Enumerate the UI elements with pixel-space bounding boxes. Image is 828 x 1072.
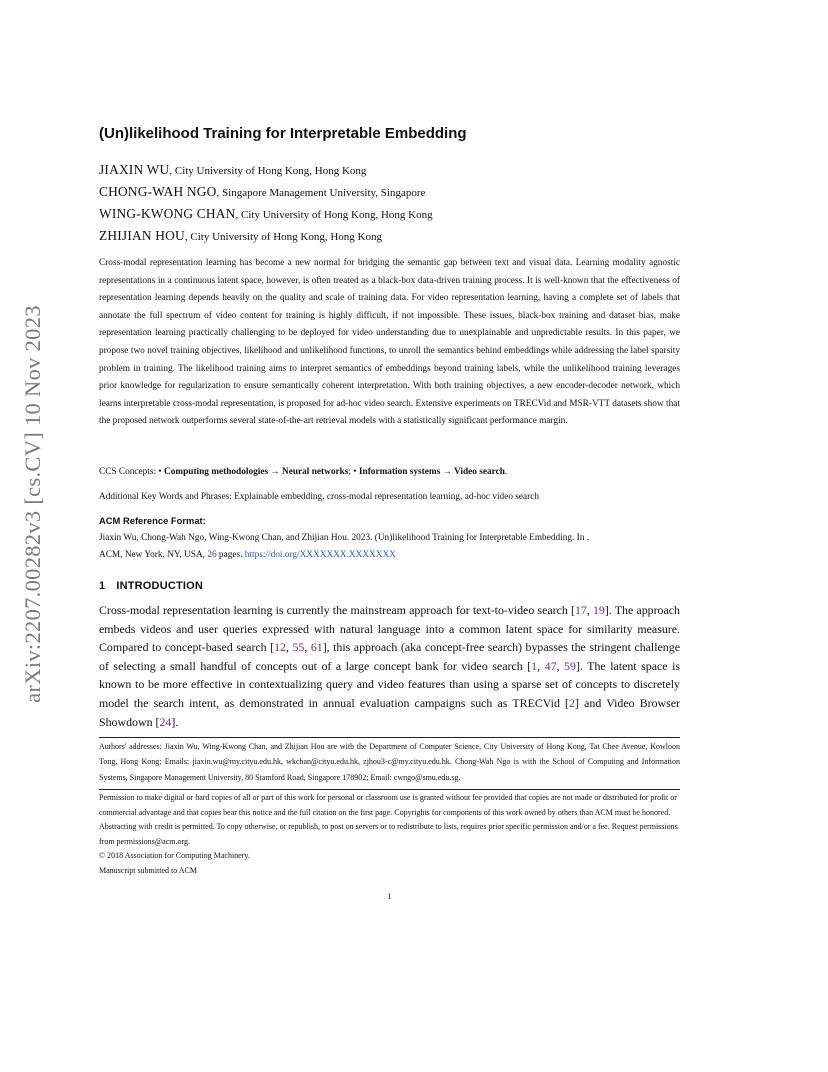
author-list [99,160,680,248]
copyright-line: © 2018 Association for Computing Machinery. [99,851,250,860]
citation-link[interactable]: 61 [310,640,323,655]
citation-link[interactable]: 24 [159,714,172,729]
intro-text: , [556,658,565,673]
page-count-link[interactable]: 26 [207,550,217,560]
author-name: CHONG-WAH NGO [99,184,217,199]
section-title: INTRODUCTION [116,580,204,592]
arxiv-stamp-text: arXiv:2207.00282v3 [cs.CV] 10 Nov 2023 [20,305,45,703]
paper-title: (Un)likelihood Training for Interpretable Embedding [99,125,467,142]
author-affiliation: , Singapore Management University, Singapore [216,187,426,199]
citation-link[interactable]: 17 [574,603,587,617]
intro-text: ]. The latent space is known to be more effective in contextualizing query and video features than using a sparse set of concepts to discretely model the search intent, as demonstrated in annual evaluation campaigns such as TRECVid [ [99,658,681,710]
ccs-separator: ; [348,467,354,477]
section-heading [99,580,203,592]
intro-text: , [285,640,293,655]
author-entry [99,160,680,182]
reference-publisher: ACM, New York, NY, USA, [99,550,208,560]
permission-rule [99,789,680,790]
citation-link[interactable]: 19 [592,603,605,617]
author-affiliation: , City University of Hong Kong, Hong Kong [169,165,367,177]
intro-paragraph [99,601,680,731]
citation-link[interactable]: 59 [564,658,576,673]
author-affiliation: , City University of Hong Kong, Hong Kong [235,209,433,221]
intro-text: ], this approach (aka concept-free search) bypasses the stringent challenge of selecting a small handful of concepts out of a large concept bank for video search [ [99,640,680,673]
citation-link[interactable]: 2 [569,695,575,710]
intro-text: , [537,658,545,673]
footnote-rule [99,737,680,738]
doi-link[interactable]: https://doi.org/XXXXXXX.XXXXXXX [244,550,396,560]
citation-link[interactable]: 1 [531,658,538,673]
intro-text: ] and Video Browser Showdown [ [99,695,680,729]
author-entry [99,182,680,204]
ccs-term: Computing methodologies → Neural networks [164,467,349,477]
abstract: Cross-modal representation learning has become a new normal for bridging the semantic gap between text and visual data. Learning modality agnostic representations in a continuous latent space, however, is often treated as a black-box data-driven training process. It is well-known that the effectiveness of representation learning depends heavily on the quality and scale of training data. For video representation learning, having a complete set of labels that annotate the full spectrum of video content for training is highly difficult, if not impossible. These issues, black-box training and dataset bias, make representation learning practically challenging to be deployed for video understanding due to unexplainable and unpredictable results. In this paper, we propose two novel training objectives, likelihood and unlikelihood functions, to unroll the semantics behind embeddings while addressing the label sparsity problem in training. The likelihood training aims to interpret semantics of embeddings beyond training labels, while the unlikelihood training leverages prior knowledge for regularization to ensure semantically coherent interpretation. With both training objectives, a new encoder-decoder network, which learns interpretable cross-modal representation, is proposed for ad-hoc video search. Extensive experiments on TRECVid and MSR-VTT datasets show that the proposed network outperforms several state-of-the-art retrieval models with a statistically significant performance margin. [99,258,680,427]
permission-notice [99,791,680,878]
author-entry [99,226,680,248]
acm-reference-line: Jiaxin Wu, Chong-Wah Ngo, Wing-Kwong Chan, and Zhijian Hou. 2023. (Un)likelihood Training for Interpretable Embedding. In . [99,532,590,543]
citation-link[interactable]: 47 [544,658,557,673]
arxiv-stamp [19,274,47,734]
intro-text: , [304,640,311,655]
ccs-bullet: • [158,467,164,477]
keywords: Additional Key Words and Phrases: Explainable embedding, cross-modal representation learning, ad-hoc video search [99,492,540,502]
author-addresses-footnote: Authors' addresses: Jiaxin Wu, Wing-Kwong Chan, and Zhijian Hou are with the Department of Computer Science, City University of Hong Kong, Tat Chee Avenue, Kowloon Tong, Hong Kong; Emails: jiaxin.wu@my.cityu.edu.hk, wkchan@cityu.edu.hk, zjhou3-c@my.cityu.edu.hk. Chong-Wah Ngo is with the School of Computing and Information Systems, Singapore Management University, 80 Stamford Road, Singapore 178902; Email: cwngo@smu.edu.sg. [99,742,680,782]
citation-link[interactable]: 55 [292,640,305,655]
section-number: 1 [99,580,106,592]
ccs-label: CCS Concepts: [99,467,159,477]
citation-link[interactable]: 12 [274,640,286,655]
ccs-concepts [99,464,680,481]
acm-reference-line [99,547,680,565]
author-entry [99,204,680,226]
ccs-end: . [504,467,508,477]
author-name: JIAXIN WU [99,162,170,177]
ccs-term: Information systems → Video search [358,467,505,477]
page-number: 1 [387,891,392,901]
author-name: ZHIJIAN HOU [99,228,185,243]
intro-text: ]. [171,714,179,729]
permission-text: Permission to make digital or hard copies of all or part of this work for personal or classroom use is granted without fee provided that copies are not made or distributed for profit or commercial advantage and that copies bear this notice and the full citation on the first page. Copyrights for components of this work owned by others than ACM must be honored. Abstracting with credit is permitted. To copy otherwise, or republish, to post on servers or to redistribute to lists, requires prior specific permission and/or a fee. Request permissions from permissions@acm.org. [99,793,678,846]
intro-text: Cross-modal representation learning is currently the mainstream approach for text-to-video search [ [99,603,575,617]
reference-pages-suffix: pages. [216,550,245,560]
author-affiliation: , City University of Hong Kong, Hong Kong [184,231,382,243]
intro-text: ]. The approach embeds videos and user queries expressed with natural language into a common latent space for similarity measure. Compared to concept-based search [ [99,603,680,655]
acm-reference [99,512,680,565]
ccs-bullet: • [353,467,359,477]
intro-text: , [586,603,593,617]
acm-reference-heading: ACM Reference Format: [99,515,206,526]
manuscript-line: Manuscript submitted to ACM [99,865,197,875]
author-name: WING-KWONG CHAN [99,206,236,221]
